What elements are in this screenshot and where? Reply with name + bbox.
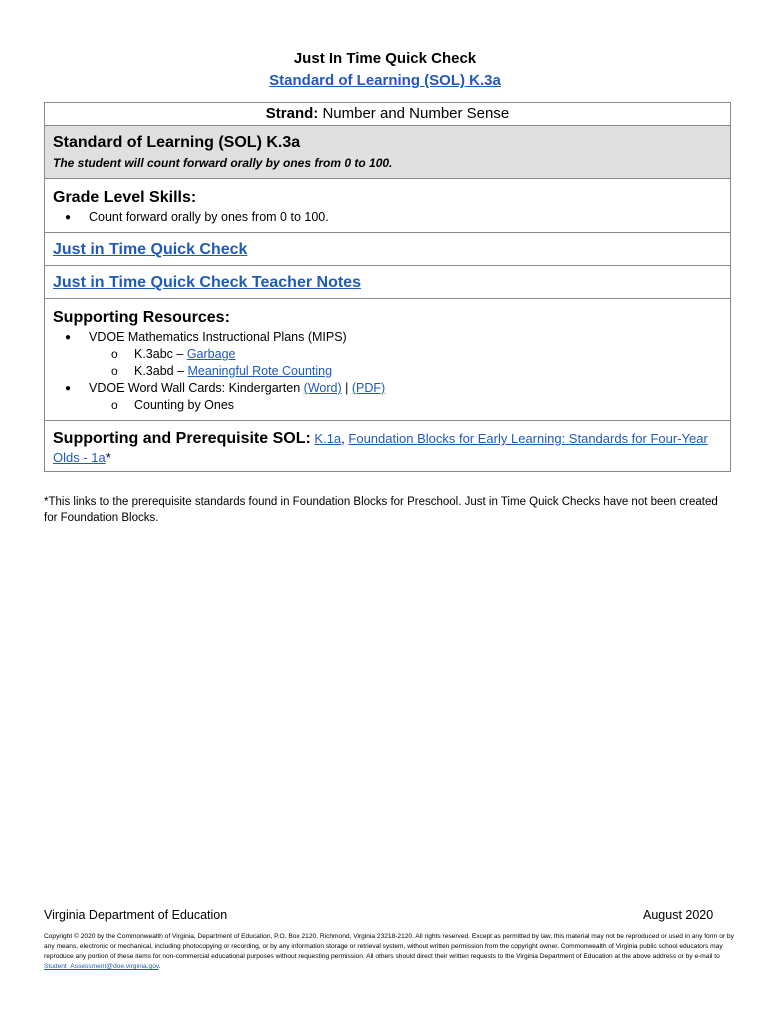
resources-list: [53, 329, 722, 414]
sol-k3a-link[interactable]: Standard of Learning (SOL) K.3a: [269, 72, 501, 89]
resources-heading: Supporting Resources:: [53, 309, 230, 326]
list-item: [89, 397, 722, 414]
teacher-notes-row: [45, 266, 731, 299]
strand-row: [45, 103, 731, 126]
prereq-text: [53, 429, 722, 467]
list-item: [89, 380, 722, 397]
mips-k3abd-prefix: K.3abd –: [134, 364, 188, 378]
list-item: [89, 363, 722, 380]
quick-check-link[interactable]: Just in Time Quick Check: [53, 241, 248, 258]
word-wall-separator: |: [341, 381, 352, 395]
copyright-end: .: [158, 963, 161, 970]
page-title: Just In Time Quick Check: [293, 50, 477, 67]
strand-value: Number and Number Sense: [322, 105, 510, 122]
counting-by-ones: Counting by Ones: [134, 398, 235, 412]
standard-row: [45, 126, 731, 179]
strand-label: Strand:: [265, 105, 319, 122]
prereq-asterisk: *: [105, 450, 111, 465]
k1a-link[interactable]: K.1a: [314, 431, 342, 446]
word-wall-pdf-link[interactable]: (PDF): [351, 381, 386, 395]
footer-date: August 2020: [643, 908, 714, 922]
email-link[interactable]: Student_Assessment@doe.virginia.gov: [44, 963, 159, 970]
grade-skills-list: [53, 209, 722, 226]
list-item: [89, 346, 722, 363]
copyright-text: Copyright © 2020 by the Commonwealth of Virginia, Department of Education, P.O. Box 2120, Richmond, Virginia 23218-2120. All rights reserved. Except as permitted by law, this material may not be reproduced or used in any form or by any means, electronic or mechanical, including photocopying or recording, or by any information storage or retrieval system, without written permission from the copyright owner. Commonwealth of Virginia public school educators may reproduce any portion of these items for non-commercial educational purposes without requesting permission. All others should direct their written requests to the Virginia Department of Education at the above address or by e-mail to: [44, 933, 734, 960]
footer-org: Virginia Department of Education: [44, 908, 228, 922]
foundation-blocks-link[interactable]: Foundation Blocks for Early Learning: Standards for Four-Year Olds - 1a: [53, 431, 708, 465]
standard-title: Standard of Learning (SOL) K.3a: [53, 134, 301, 151]
mips-label: VDOE Mathematics Instructional Plans (MIPS): [89, 330, 347, 344]
word-wall-label: VDOE Word Wall Cards: Kindergarten: [89, 381, 304, 395]
standard-description: The student will count forward orally by ones from 0 to 100.: [53, 156, 393, 170]
prereq-separator: ,: [341, 431, 349, 446]
word-wall-word-link[interactable]: (Word): [303, 381, 342, 395]
prereq-label: Supporting and Prerequisite SOL:: [53, 430, 311, 447]
list-item: [89, 329, 722, 346]
list-item: ● Count forward orally by ones from 0 to 100.: [89, 209, 722, 226]
sol-table: [44, 102, 731, 472]
meaningful-rote-counting-link[interactable]: Meaningful Rote Counting: [187, 364, 333, 378]
grade-skills-heading: Grade Level Skills:: [53, 189, 197, 206]
quick-check-row: [45, 233, 731, 266]
page-subtitle: [0, 72, 770, 89]
resources-row: [45, 299, 731, 421]
mips-k3abc-prefix: K.3abc –: [134, 347, 187, 361]
garbage-link[interactable]: Garbage: [186, 347, 236, 361]
footnote: *This links to the prerequisite standards found in Foundation Blocks for Preschool. Just in Time Quick Checks have not been created for Foundation Blocks.: [44, 496, 718, 524]
grade-skills-row: [45, 179, 731, 233]
prereq-row: [45, 421, 731, 472]
teacher-notes-link[interactable]: Just in Time Quick Check Teacher Notes: [53, 274, 361, 291]
copyright-notice: [44, 932, 734, 972]
